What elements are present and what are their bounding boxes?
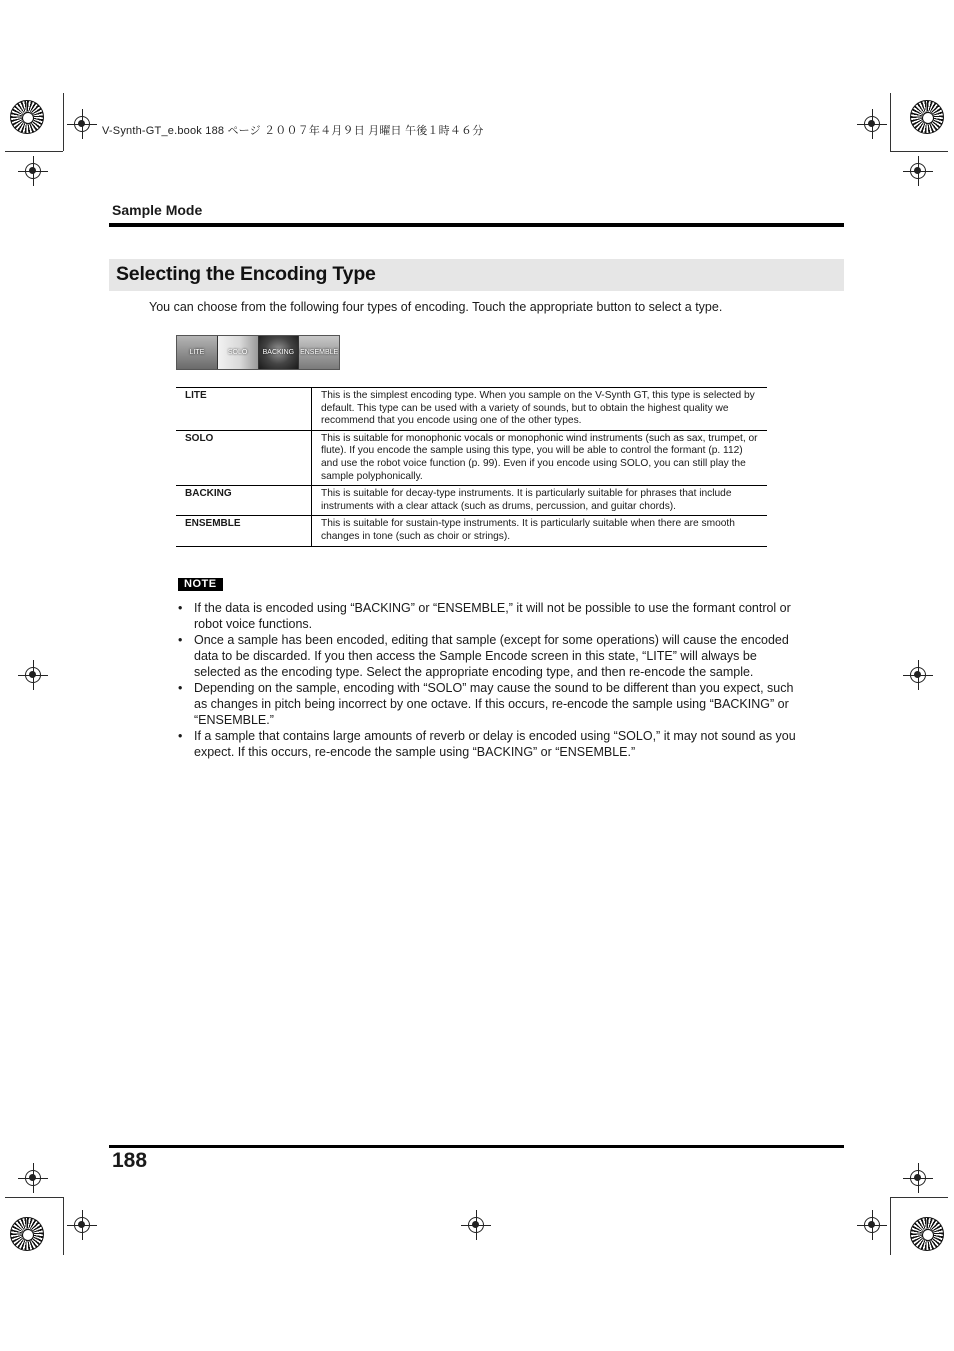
table-row xyxy=(176,430,767,485)
encoding-name: SOLO xyxy=(176,430,312,485)
crosshair-target-icon xyxy=(468,1217,484,1233)
table-row xyxy=(176,486,767,516)
list-item: • Depending on the sample, encoding with “SOLO” may cause the sound to be different than you expect, such as changes in pitch being incorrect by one octave. If this occurs, re-encode the sample using “BACKING” or “ENSEMBLE.” xyxy=(176,680,798,728)
header-rule xyxy=(109,223,844,227)
crop-mark xyxy=(5,1197,63,1198)
crosshair-target-icon xyxy=(74,1217,90,1233)
crosshair-target-icon xyxy=(25,667,41,683)
encoding-description: This is suitable for decay-type instruments. It is particularly suitable for phrases that include instruments with a clear attack (such as drums, percussion, and guitar chords). xyxy=(312,486,768,516)
list-item: • If a sample that contains large amounts of reverb or delay is encoded using “SOLO,” it may not sound as you expect. If this occurs, re-encode the sample using “BACKING” or “ENSEMBLE.” xyxy=(176,728,798,760)
encoding-name: LITE xyxy=(176,388,312,431)
crop-mark xyxy=(890,1197,891,1255)
encoding-description: This is the simplest encoding type. When you sample on the V-Synth GT, this type is selected by default. This type can be used with a variety of sounds, but to obtain the highest quality we recommend that you encode using one of the other types. xyxy=(312,388,768,431)
encoding-type-buttons xyxy=(176,335,340,370)
list-item: • Once a sample has been encoded, editing that sample (except for some operations) will cause the encoded data to be discarded. If you then access the Sample Encode screen in this state, “LITE” will always be selected as the encoding type. Select the appropriate encoding type, and then re-encode the sample. xyxy=(176,632,798,680)
registration-wheel-icon xyxy=(910,100,944,134)
crop-mark xyxy=(63,1197,64,1255)
registration-wheel-icon xyxy=(910,1217,944,1251)
crosshair-target-icon xyxy=(910,667,926,683)
notes-list xyxy=(176,600,798,760)
encoding-description: This is suitable for monophonic vocals or monophonic wind instruments (such as sax, trumpet, or flute). If you encode the sample using this type, you will be able to control the formant (p. 112) and use the robot voice function (p. 99). Even if you encode using SOLO, you can still play the sample polyphonically. xyxy=(312,430,768,485)
registration-wheel-icon xyxy=(10,100,44,134)
registration-wheel-icon xyxy=(10,1217,44,1251)
crop-mark xyxy=(63,93,64,151)
lite-button[interactable] xyxy=(177,336,218,369)
crosshair-target-icon xyxy=(74,116,90,132)
crosshair-target-icon xyxy=(25,163,41,179)
encoding-types-table xyxy=(176,387,767,547)
crop-mark xyxy=(890,1197,948,1198)
table-row xyxy=(176,388,767,431)
crosshair-target-icon xyxy=(25,1170,41,1186)
crosshair-target-icon xyxy=(910,1170,926,1186)
crosshair-target-icon xyxy=(864,1217,880,1233)
section-title: Selecting the Encoding Type xyxy=(116,263,376,285)
list-item: • If the data is encoded using “BACKING” or “ENSEMBLE,” it will not be possible to use the formant control or robot voice functions. xyxy=(176,600,798,632)
crop-mark xyxy=(5,151,63,152)
crop-mark xyxy=(890,93,891,151)
table-row xyxy=(176,516,767,546)
backing-button[interactable] xyxy=(259,336,300,369)
ensemble-button-label: ENSEMBLE xyxy=(300,349,339,356)
encoding-description: This is suitable for sustain-type instruments. It is particularly suitable when there are smooth changes in tone (such as choir or strings). xyxy=(312,516,768,546)
file-header: V-Synth-GT_e.book 188 ページ ２００７年４月９日 月曜日 午後１時４６分 xyxy=(102,125,484,137)
solo-button[interactable] xyxy=(218,336,259,369)
crosshair-target-icon xyxy=(910,163,926,179)
crop-mark xyxy=(890,151,948,152)
running-head: Sample Mode xyxy=(112,202,203,218)
intro-paragraph: You can choose from the following four types of encoding. Touch the appropriate button to select a type. xyxy=(149,300,723,314)
footer-rule xyxy=(109,1145,844,1148)
lite-button-label: LITE xyxy=(189,349,205,356)
ensemble-button[interactable] xyxy=(299,336,339,369)
encoding-name: BACKING xyxy=(176,486,312,516)
encoding-name: ENSEMBLE xyxy=(176,516,312,546)
solo-button-label: SOLO xyxy=(227,349,248,356)
page-number: 188 xyxy=(112,1149,148,1172)
crosshair-target-icon xyxy=(864,116,880,132)
backing-button-label: BACKING xyxy=(262,349,295,356)
note-badge: NOTE xyxy=(178,578,223,591)
